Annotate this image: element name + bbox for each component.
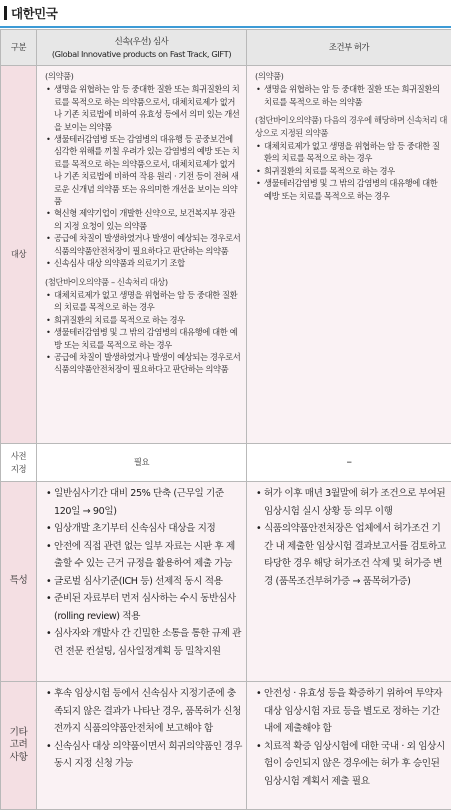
- list-item: • 치료적 확증 임상시험에 대한 국내 · 외 임상시험이 승인되지 않은 경우에는 허가 후 승인된 임상시험 계획서 제출 필요: [255, 738, 447, 791]
- row-prior-designation: [1, 444, 451, 482]
- others-label-line2: 고려: [1, 739, 36, 751]
- target-right-group1-title: (의약품): [255, 70, 447, 82]
- list-item: • 안전에 직접 관련 없는 일부 자료는 시판 후 제출할 수 있는 근거 규정을 활용하여 제출 가능: [45, 538, 242, 573]
- prior-label-line1: 사전: [1, 450, 36, 462]
- others-fast-track-cell: [37, 682, 247, 810]
- list-item: • 생명을 위협하는 암 등 중대한 질환 또는 희귀질환의 치료를 목적으로 하는 의약품으로서, 대체치료제가 없거나 기존 치료법에 비하여 유효성 등에서 의미 있는 개선을 보이는 의약품: [45, 83, 242, 133]
- target-left-group2-list: [45, 289, 242, 376]
- target-right-group2-title: (첨단바이오의약품) 다음의 경우에 해당하며 신속처리 대상으로 지정된 의약품: [255, 114, 447, 139]
- prior-fast-track-value: 필요: [37, 444, 247, 482]
- section-title: 대한민국: [11, 4, 57, 22]
- header-fast-track: [37, 30, 247, 66]
- others-conditional-cell: [247, 682, 451, 810]
- others-label-line3: 사항: [1, 752, 36, 764]
- list-item: • 공급에 차질이 발생하였거나 발생이 예상되는 경우로서 식품의약품안전처장이 필요하다고 판단하는 의약품: [45, 232, 242, 257]
- list-item: • 후속 임상시험 등에서 신속심사 지정기준에 충족되지 않은 결과가 나타난 경우, 품목허가 신청 전까지 식품의약품안전처에 보고해야 함: [45, 685, 242, 738]
- target-left-group1-title: (의약품): [45, 70, 242, 82]
- list-item: • 혁신형 제약기업이 개발한 신약으로, 보건복지부 장관의 지정 요청이 있는 의약품: [45, 207, 242, 232]
- target-conditional-cell: [247, 66, 451, 444]
- heading-rule: [0, 26, 451, 28]
- list-item: • 글로벌 심사기준(ICH 등) 선제적 동시 적용: [45, 573, 242, 591]
- others-label-line1: 기타: [1, 727, 36, 739]
- row-other-considerations: [1, 682, 451, 810]
- list-item: • 신속심사 대상 의약품과 의료기기 조합: [45, 257, 242, 269]
- features-conditional-cell: [247, 482, 451, 682]
- row-features: [1, 482, 451, 682]
- target-left-group1-list: [45, 83, 242, 269]
- list-item: • 대체치료제가 없고 생명을 위협하는 암 등 중대한 질환의 치료를 목적으로 하는 경우: [45, 289, 242, 314]
- target-right-group1-list: [255, 83, 447, 108]
- list-item: • 식품의약품안전처장은 업체에서 허가조건 기간 내 제출한 임상시험 결과보고서를 검토하고 타당한 경우 해당 허가조건 삭제 및 허가증 변경 (품목조건부허가증 → 품목허가증): [255, 520, 447, 590]
- others-right-list: [255, 685, 447, 790]
- list-item: • 안전성 · 유효성 등을 확증하기 위하여 투약자 대상 임상시험 자료 등을 별도로 정하는 기간 내에 제출해야 함: [255, 685, 447, 738]
- target-left-group2-title: (첨단바이오의약품 – 신속처리 대상): [45, 276, 242, 288]
- list-item: • 일반심사기간 대비 25% 단축 (근무일 기준 120일 → 90일): [45, 485, 242, 520]
- list-item: • 생물테러감염병 또는 감염병의 대유행 등 공중보건에 심각한 위해를 끼칠 우려가 있는 감염병의 예방 또는 치료를 목적으로 하는 의약품으로서, 대체치료제가 없거나 기존 치료법에 비하여 작용 원리 · 기전 등이 전혀 새로운 신개념 의약품 또는 유의미한 개선을 보이는 의약품: [45, 133, 242, 207]
- list-item: • 생물테러감염병 및 그 밖의 감염병의 대유행에 대한 예방 또는 치료를 목적으로 하는 경우: [255, 177, 447, 202]
- list-item: • 허가 이후 매년 3월말에 허가 조건으로 부여된 임상시험 실시 상황 등 의무 이행: [255, 485, 447, 520]
- features-right-list: [255, 485, 447, 590]
- prior-label-line2: 지정: [1, 463, 36, 475]
- heading-marker: [4, 6, 7, 20]
- list-item: • 대체치료제가 없고 생명을 위협하는 암 등 중대한 질환의 치료를 목적으로 하는 경우: [255, 140, 447, 165]
- header-conditional-approval: 조건부 허가: [247, 30, 451, 66]
- row-label-other-considerations: [1, 682, 37, 810]
- list-item: • 생물테러감염병 및 그 밖의 감염병의 대유행에 대한 예방 또는 치료를 목적으로 하는 경우: [45, 326, 242, 351]
- prior-conditional-value: –: [247, 444, 451, 482]
- features-left-list: [45, 485, 242, 660]
- target-fast-track-cell: [37, 66, 247, 444]
- list-item: • 희귀질환의 치료를 목적으로 하는 경우: [45, 314, 242, 326]
- others-left-list: [45, 685, 242, 773]
- row-label-features: 특성: [1, 482, 37, 682]
- list-item: • 임상개발 초기부터 신속심사 대상을 지정: [45, 520, 242, 538]
- section-heading: [4, 2, 57, 24]
- header-fast-track-title: 신속(우선) 심사: [37, 35, 246, 47]
- list-item: • 공급에 차질이 발생하였거나 발생이 예상되는 경우로서 식품의약품안전처장이 필요하다고 판단하는 의약품: [45, 351, 242, 376]
- comparison-table: [0, 29, 451, 810]
- target-right-group2-list: [255, 140, 447, 202]
- row-label-target: 대상: [1, 66, 37, 444]
- list-item: • 심사자와 개발사 간 긴밀한 소통을 통한 규제 관련 전문 컨설팅, 심사일정계획 등 밀착지원: [45, 625, 242, 660]
- header-fast-track-subtitle: (Global Innovative products on Fast Track, GIFT): [37, 48, 246, 60]
- features-fast-track-cell: [37, 482, 247, 682]
- header-category: 구분: [1, 30, 37, 66]
- list-item: • 신속심사 대상 의약품이면서 희귀의약품인 경우 동시 지정 신청 가능: [45, 738, 242, 773]
- list-item: • 생명을 위협하는 암 등 중대한 질환 또는 희귀질환의 치료를 목적으로 하는 의약품: [255, 83, 447, 108]
- table-header-row: [1, 30, 451, 66]
- row-label-prior-designation: [1, 444, 37, 482]
- list-item: • 준비된 자료부터 먼저 심사하는 수시 동반심사 (rolling review) 적용: [45, 590, 242, 625]
- list-item: • 희귀질환의 치료를 목적으로 하는 경우: [255, 165, 447, 177]
- row-target: [1, 66, 451, 444]
